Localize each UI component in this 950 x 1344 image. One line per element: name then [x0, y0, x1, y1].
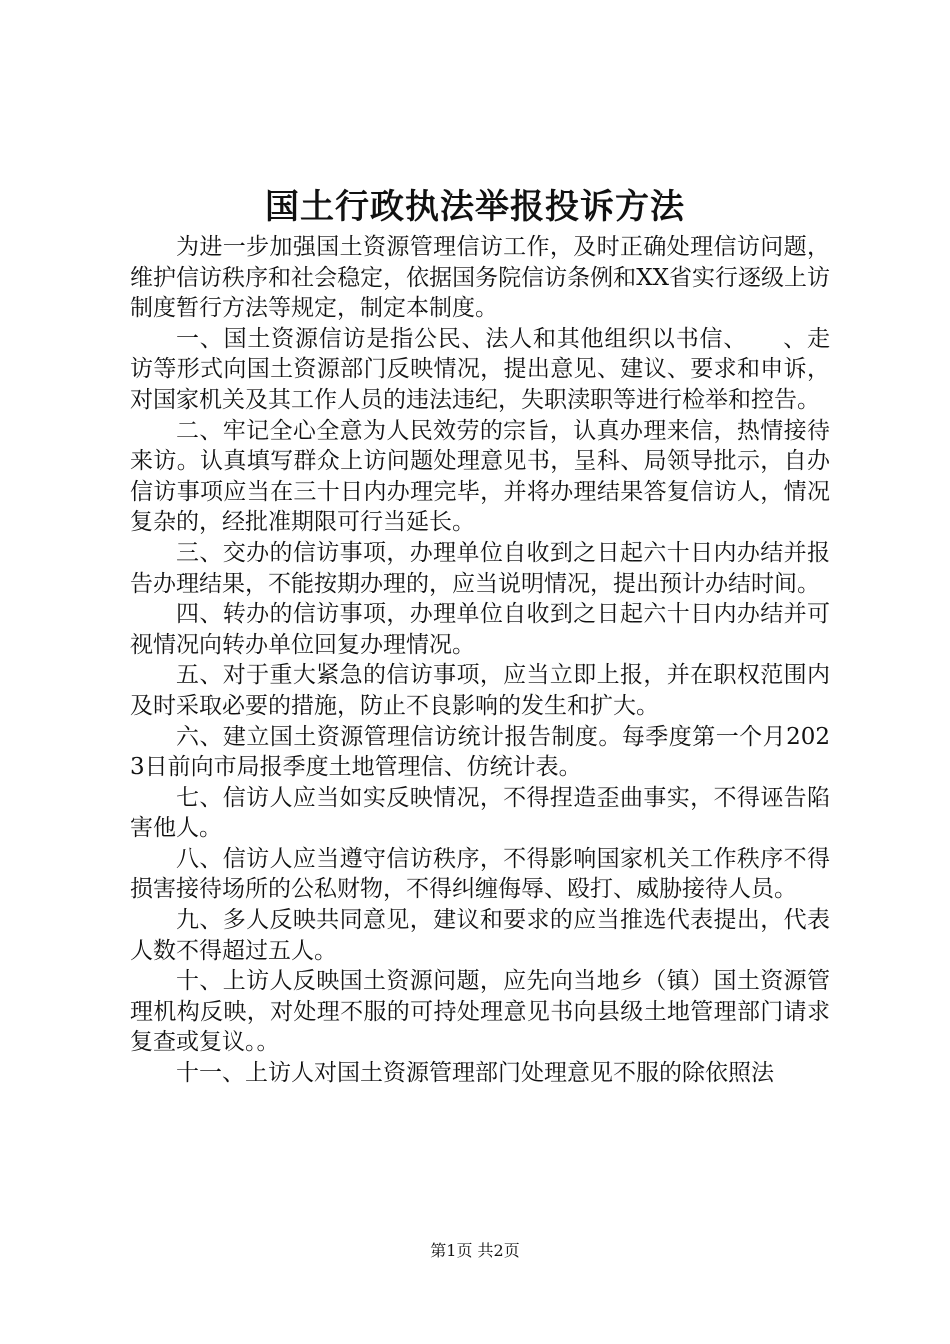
- paragraph-11: 十一、上访人对国土资源管理部门处理意见不服的除依照法: [176, 1060, 774, 1087]
- paragraph-7: 七、信访人应当如实反映情况，不得捏造歪曲事实，不得诬告陷害他人。: [130, 784, 830, 842]
- paragraph-1: 一、国土资源信访是指公民、法人和其他组织以书信、 、走访等形式向国土资源部门反映情况，提出意见、建议、要求和申诉，对国家机关及其工作人员的违法违纪，失职渎职等进行检举和控告。: [130, 325, 830, 413]
- paragraph-9: 九、多人反映共同意见，建议和要求的应当推选代表提出，代表人数不得超过五人。: [130, 907, 830, 964]
- paragraph-2: 二、牢记全心全意为人民效劳的宗旨，认真办理来信，热情接待来访。认真填写群众上访问题处理意见书，呈科、局领导批示，自办信访事项应当在三十日内办理完毕，并将办理结果答复信访人，情况复杂的，经批准期限可行当延长。: [130, 417, 830, 536]
- paragraph-3: 三、交办的信访事项，办理单位自收到之日起六十日内办结并报告办理结果，不能按期办理的，应当说明情况，提出预计办结时间。: [130, 539, 830, 597]
- paragraph-4: 四、转办的信访事项，办理单位自收到之日起六十日内办结并可视情况向转办单位回复办理情况。: [130, 601, 830, 658]
- page-number-footer: 第1页 共2页: [430, 1241, 520, 1260]
- paragraph-intro: 为进一步加强国土资源管理信访工作，及时正确处理信访问题，维护信访秩序和社会稳定，依据国务院信访条例和XX省实行逐级上访制度暂行方法等规定，制定本制度。: [130, 234, 830, 322]
- paragraph-5: 五、对于重大紧急的信访事项，应当立即上报，并在职权范围内及时采取必要的措施，防止不良影响的发生和扩大。: [130, 662, 830, 719]
- paragraph-6: 六、建立国土资源管理信访统计报告制度。每季度第一个月2023日前向市局报季度土地管理信、仿统计表。: [130, 723, 830, 781]
- document-title: 国土行政执法举报投诉方法: [265, 187, 685, 227]
- document-body: [130, 232, 830, 1089]
- paragraph-10: 十、上访人反映国土资源问题，应先向当地乡（镇）国土资源管理机构反映，对处理不服的可持处理意见书向县级土地管理部门请求复查或复议。。: [130, 968, 830, 1056]
- paragraph-8: 八、信访人应当遵守信访秩序，不得影响国家机关工作秩序不得损害接待场所的公私财物，不得纠缠侮辱、殴打、威胁接待人员。: [130, 845, 830, 903]
